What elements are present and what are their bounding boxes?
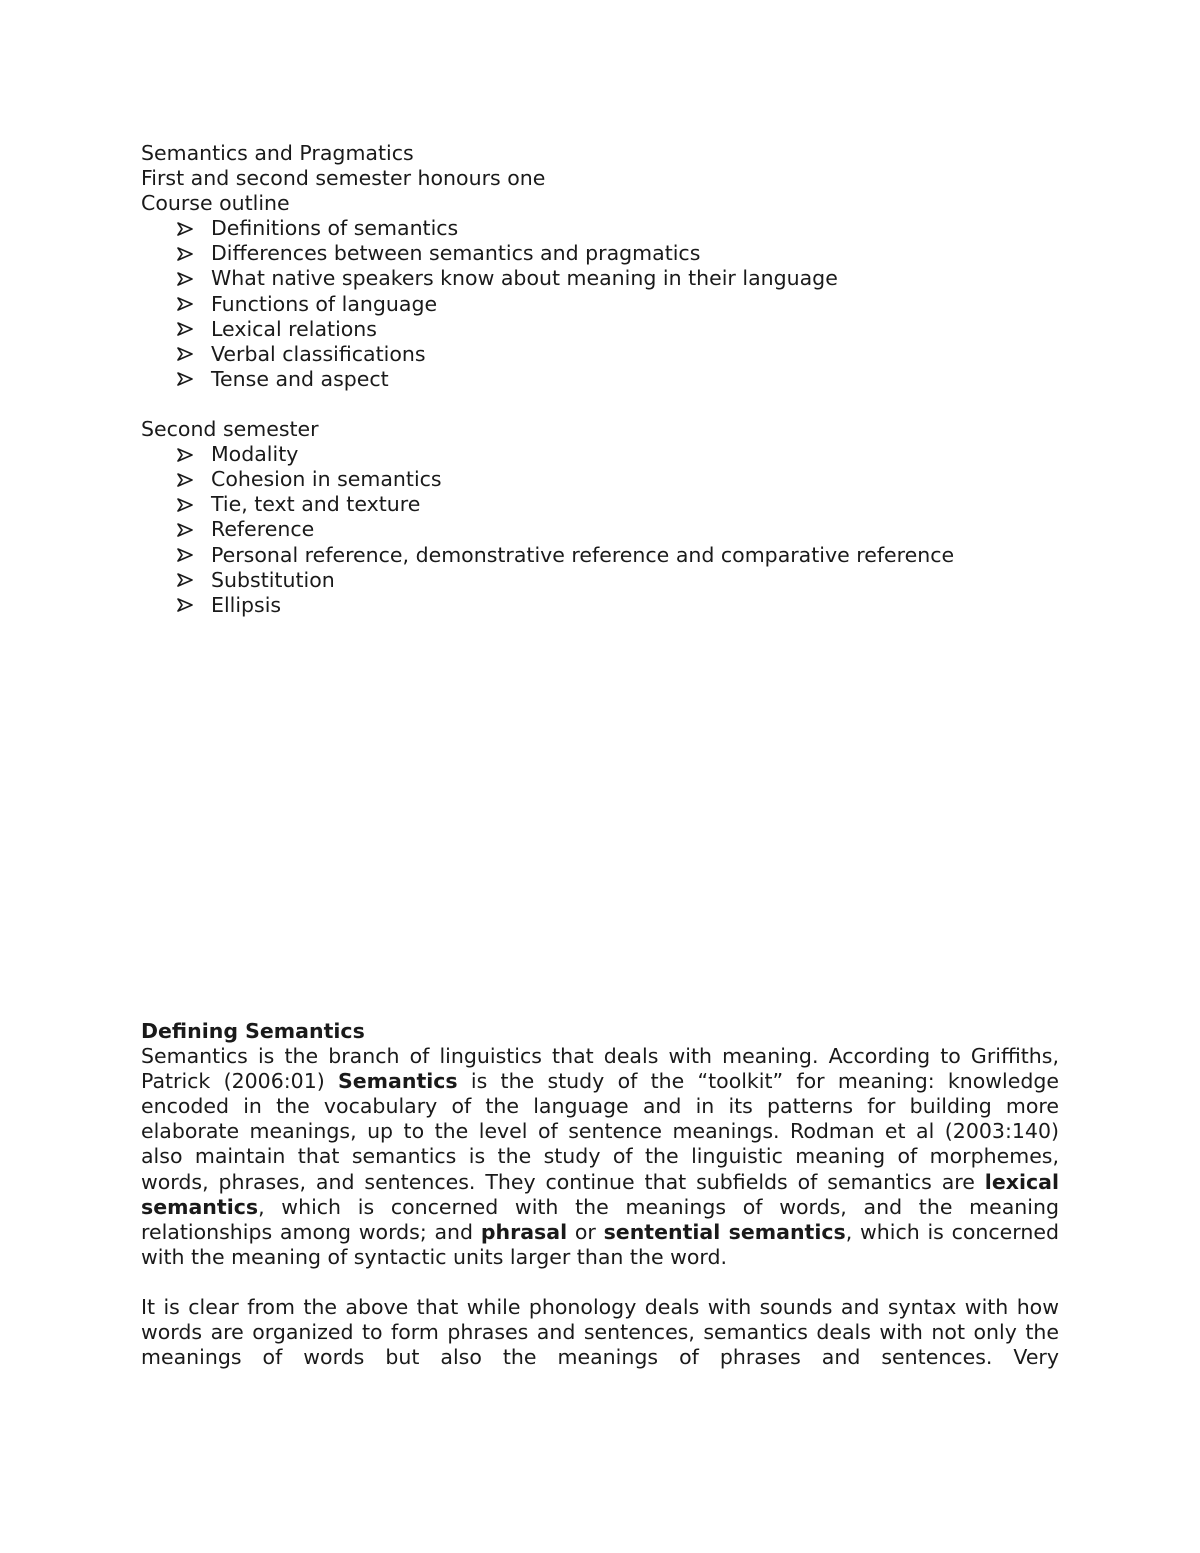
outline-item	[141, 342, 1059, 367]
defining-semantics-section	[141, 1019, 1059, 1370]
outline-item-label: Modality	[211, 442, 299, 467]
outline-item-label: Personal reference, demonstrative reference and comparative reference	[211, 542, 955, 567]
second-semester-label: Second semester	[141, 417, 319, 442]
arrow-bullet-icon	[177, 492, 197, 517]
outline-item-label: Tie, text and texture	[211, 492, 421, 517]
document-title: Semantics and Pragmatics	[141, 141, 414, 165]
outline-item	[141, 442, 1059, 467]
outline-item-label: Ellipsis	[211, 592, 282, 617]
paragraph-gap	[141, 1270, 1059, 1295]
arrow-bullet-icon	[177, 568, 197, 593]
arrow-bullet-icon	[177, 442, 197, 467]
arrow-bullet-icon	[177, 367, 197, 392]
bold-term-phrasal: phrasal	[480, 1219, 568, 1244]
arrow-bullet-icon	[177, 517, 197, 542]
arrow-bullet-icon	[177, 317, 197, 342]
arrow-bullet-icon	[177, 241, 197, 266]
course-outline-label: Course outline	[141, 191, 290, 216]
arrow-bullet-icon	[177, 543, 197, 568]
outline-item	[141, 568, 1059, 593]
outline-item	[141, 492, 1059, 517]
arrow-bullet-icon	[177, 342, 197, 367]
outline-item	[141, 517, 1059, 542]
arrow-bullet-icon	[177, 216, 197, 241]
first-semester-list	[141, 216, 1059, 392]
bold-term-sentential-semantics: sentential semantics	[603, 1219, 846, 1244]
arrow-bullet-icon	[177, 292, 197, 317]
definition-paragraph	[141, 1044, 1059, 1270]
outline-item	[141, 317, 1059, 342]
outline-item	[141, 593, 1059, 618]
arrow-bullet-icon	[177, 467, 197, 492]
comparison-paragraph: It is clear from the above that while phonology deals with sounds and syntax with how words are organized to form phrases and sentences, semantics deals with not only the meanings of words but also the meanings of phrases and sentences. Very	[141, 1295, 1059, 1370]
outline-item-label: Lexical relations	[211, 316, 377, 341]
paragraph-text: or	[567, 1219, 604, 1244]
outline-item	[141, 543, 1059, 568]
outline-item	[141, 216, 1059, 241]
outline-item-label: Definitions of semantics	[211, 216, 459, 241]
outline-item	[141, 266, 1059, 291]
outline-item-label: Tense and aspect	[211, 366, 389, 391]
outline-item	[141, 292, 1059, 317]
paragraph-text: , which is concerned with the meanings of words, and the meaning relationships among words; and	[141, 1194, 1059, 1244]
paragraph-text: Semantics is the branch of linguistics that deals with meaning. According to Griffiths, Patrick (2006:01)	[141, 1044, 1059, 1094]
outline-item-label: Differences between semantics and pragmatics	[211, 241, 701, 266]
outline-item-label: Functions of language	[211, 291, 438, 316]
outline-item-label: What native speakers know about meaning in their language	[211, 266, 838, 291]
paragraph-text: is the study of the “toolkit” for meaning: knowledge encoded in the vocabulary of the language and in its patterns for building more elaborate meanings, up to the level of sentence meanings. Rodman et al (2003:140) also maintain that semantics is the study of the linguistic meaning of morphemes, words, phrases, and sentences. They continue that subfields of semantics are	[141, 1069, 1060, 1194]
section-gap	[141, 392, 1059, 417]
outline-item	[141, 367, 1059, 392]
outline-item-label: Cohesion in semantics	[211, 467, 442, 492]
bold-term-semantics: Semantics	[338, 1069, 458, 1094]
bold-term-lexical-semantics: lexical semantics	[141, 1169, 1059, 1219]
outline-item	[141, 467, 1059, 492]
arrow-bullet-icon	[177, 593, 197, 618]
section-heading: Defining Semantics	[141, 1019, 365, 1043]
document-subtitle: First and second semester honours one	[141, 166, 546, 191]
outline-item-label: Reference	[211, 517, 315, 542]
outline-item-label: Substitution	[211, 567, 335, 592]
second-semester-list	[141, 442, 1059, 618]
outline-item-label: Verbal classifications	[211, 341, 426, 366]
arrow-bullet-icon	[177, 266, 197, 291]
outline-item	[141, 241, 1059, 266]
course-outline-section	[141, 141, 1059, 618]
paragraph-text: , which is concerned with the meaning of syntactic units larger than the word.	[141, 1219, 1059, 1269]
